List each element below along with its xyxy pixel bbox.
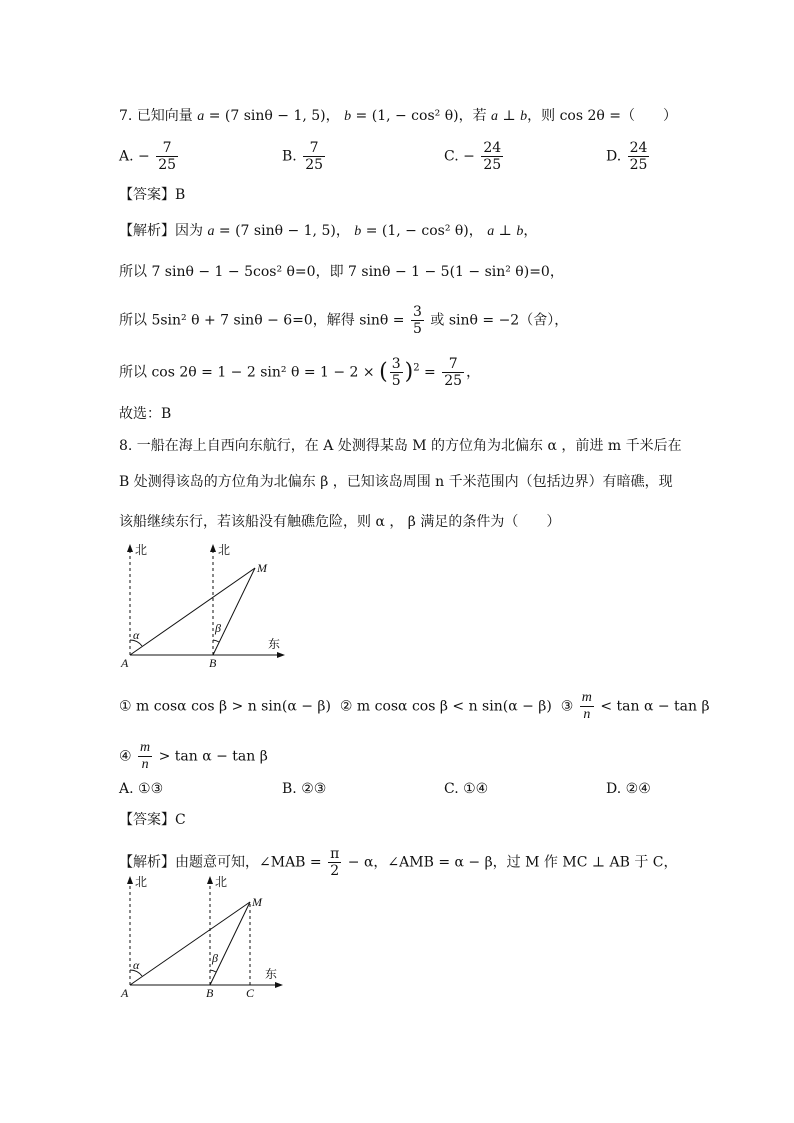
north-arrow-b-icon — [207, 876, 213, 884]
q8-option-d: D. ②④ — [606, 781, 651, 797]
q8-analysis: 【解析】由题意可知，∠MAB = $\frac{\pi}{2}$ − α，∠AMB = α − β，过 M 作 MC ⊥ AB 于 C， — [119, 846, 678, 879]
q7-option-b: B. $\frac{7}{25}$ — [282, 140, 324, 173]
q8-condition-4: ④ $\frac{m}{n}$ > tan α − tan β — [119, 740, 268, 772]
point-a-label: A — [121, 656, 129, 670]
beta-arc — [210, 970, 216, 972]
q8-option-c: C. ①④ — [444, 781, 489, 797]
segment-bm — [210, 902, 250, 985]
segment-am — [130, 568, 255, 655]
point-c-label: C — [246, 986, 255, 1000]
q7-step2: 所以 7 sinθ − 1 − 5cos² θ=0，即 7 sinθ − 1 − 5(1 − sin² θ)=0， — [119, 264, 564, 280]
q7-step4: 所以 cos 2θ = 1 − 2 sin² θ = 1 − 2 × ( $\frac{3}{5}$ )$^2$ = $\frac{7}{25}$ ， — [119, 356, 481, 389]
q8-stem-line3: 该船继续东行，若该船没有触礁危险，则 α ， β 满足的条件为（ ） — [119, 514, 561, 530]
north-label-a: 北 — [135, 543, 148, 557]
q7-analysis-line1: 【解析】因为 a = (7 sinθ − 1, 5)， b = (1, − cos² θ)， a ⊥ b， — [119, 223, 538, 239]
segment-bm — [213, 568, 255, 655]
q7-conclusion: 故选：B — [119, 406, 172, 422]
beta-arc — [213, 640, 219, 642]
point-a-label: A — [121, 986, 129, 1000]
vector-b-symbol: b — [344, 109, 352, 124]
north-label-b: 北 — [215, 875, 228, 889]
q7-option-a: A. − $\frac{7}{25}$ — [119, 140, 177, 173]
north-label-a: 北 — [135, 875, 148, 889]
q8-conditions-1-3: ① m cosα cos β > n sin(α − β) ② m cosα cos β < n sin(α − β) ③ $\frac{m}{n}$ < tan α − tan β — [119, 690, 710, 722]
q8-stem-line1: 8. 一船在海上自西向东航行，在 A 处测得某岛 M 的方位角为北偏东 α ，前进 m 千米后在 — [119, 438, 682, 454]
east-label: 东 — [268, 637, 281, 651]
point-b-label: B — [209, 656, 217, 670]
segment-am — [130, 902, 250, 985]
q7-answer: 【答案】B — [119, 187, 186, 203]
north-arrow-a-icon — [127, 876, 133, 884]
north-arrow-b-icon — [210, 544, 216, 552]
east-arrow-icon — [275, 982, 283, 988]
q8-answer: 【答案】C — [119, 812, 186, 828]
east-arrow-icon — [277, 652, 285, 658]
point-m-label: M — [257, 561, 267, 575]
north-label-b: 北 — [218, 543, 231, 557]
north-arrow-a-icon — [127, 544, 133, 552]
q7-option-d: D. $\frac{24}{25}$ — [606, 140, 648, 173]
beta-label: β — [215, 621, 221, 635]
point-m-label: M — [252, 895, 262, 909]
q8-figure-1 — [115, 540, 290, 670]
q8-stem-line2: B 处测得该岛的方位角为北偏东 β ，已知该岛周围 n 千米范围内（包括边界）有暗礁，现 — [119, 474, 673, 490]
q7-stem: 7. 已知向量 a = (7 sinθ − 1, 5)， b = (1, − cos² θ)，若 a ⊥ b，则 cos 2θ =（ ） — [119, 108, 677, 124]
alpha-label: α — [133, 958, 140, 972]
vector-a-symbol: a — [197, 109, 205, 124]
q7-option-c: C. − $\frac{24}{25}$ — [444, 140, 502, 173]
q8-figure-2 — [115, 872, 290, 1002]
q8-option-a: A. ①③ — [119, 781, 164, 797]
beta-label: β — [212, 951, 218, 965]
point-b-label: B — [206, 986, 214, 1000]
alpha-label: α — [133, 628, 140, 642]
q7-step3: 所以 5sin² θ + 7 sinθ − 6=0，解得 sinθ = $\frac{3}{5}$ 或 sinθ = −2（舍）， — [119, 304, 569, 337]
q8-option-b: B. ②③ — [282, 781, 327, 797]
east-label: 东 — [265, 967, 278, 981]
